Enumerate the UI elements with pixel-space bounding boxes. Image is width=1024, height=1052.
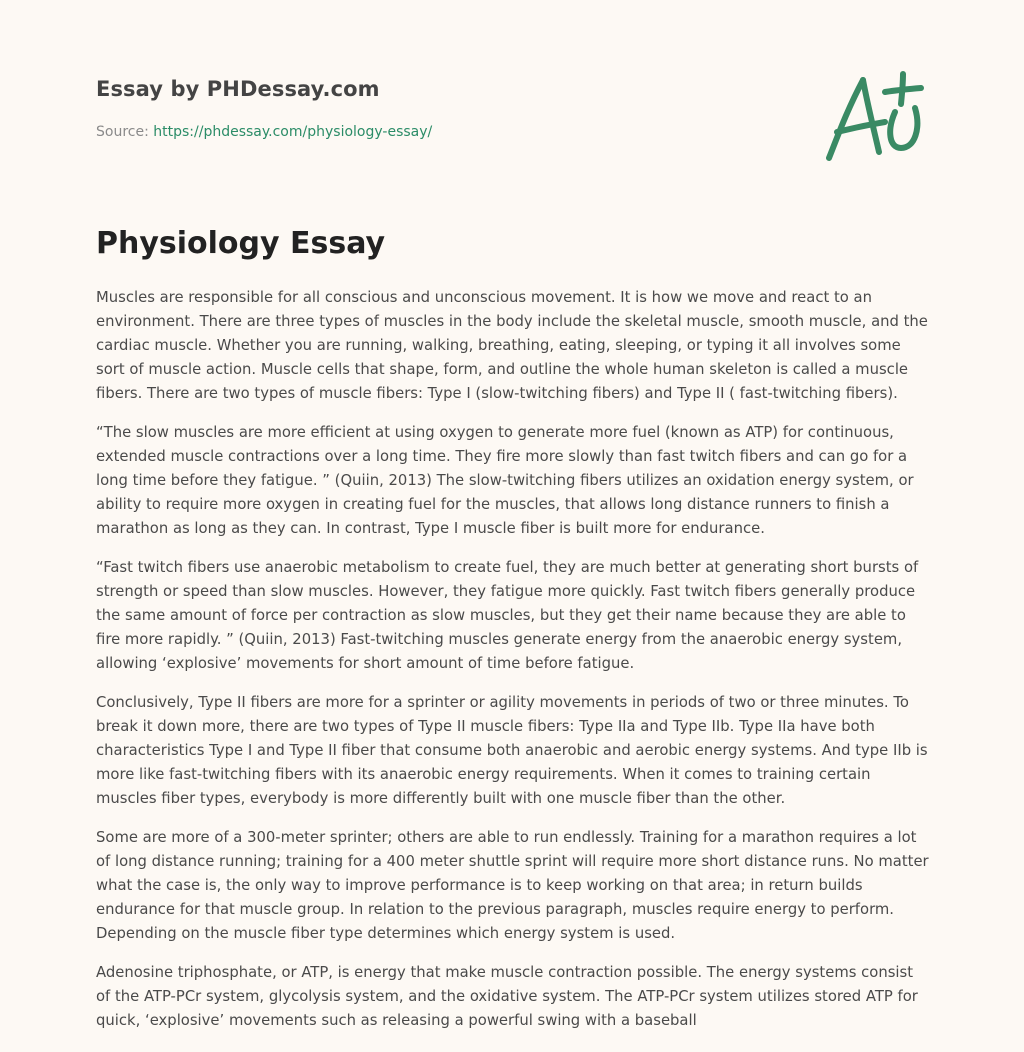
source-line <box>96 124 432 140</box>
document-header <box>96 0 928 200</box>
a-plus-logo-icon <box>823 68 927 164</box>
essay-paragraph: Muscles are responsible for all conscious and unconscious movement. It is how we move and react to an environment. There are three types of muscles in the body include the skeletal muscle, smooth muscle, and the cardiac muscle. Whether you are running, walking, breathing, eating, sleeping, or typing it all involves some sort of muscle action. Muscle cells that shape, form, and outline the whole human skeleton is called a muscle fibers. There are two types of muscle fibers: Type I (slow-twitching fibers) and Type II ( fast-twitching fibers). <box>96 289 928 402</box>
source-label: Source: <box>96 124 154 140</box>
site-title: Essay by PHDessay.com <box>96 77 380 101</box>
essay-body <box>96 286 932 1048</box>
document-page <box>96 0 929 1029</box>
essay-paragraph: Conclusively, Type II fibers are more for a sprinter or agility movements in periods of two or three minutes. To break it down more, there are two types of Type II muscle fibers: Type IIa and Type IIb. Type IIa have both characteristics Type I and Type II fiber that consume both anaerobic and aerobic energy systems. And type IIb is more like fast-twitching fibers with its anaerobic energy requirements. When it comes to training certain muscles fiber types, everybody is more differently built with one muscle fiber than the other. <box>96 694 928 807</box>
essay-title: Physiology Essay <box>96 226 386 261</box>
essay-paragraph: “Fast twitch fibers use anaerobic metabolism to create fuel, they are much better at generating short bursts of strength or speed than slow muscles. However, they fatigue more quickly. Fast twitch fibers generally produce the same amount of force per contraction as slow muscles, but they get their name because they are able to fire more rapidly. ” (Quiin, 2013) Fast-twitching muscles generate energy from the anaerobic energy system, allowing ‘explosive’ movements for short amount of time before fatigue. <box>96 559 919 672</box>
essay-paragraph: Adenosine triphosphate, or ATP, is energy that make muscle contraction possible. The energy systems consist of the ATP-PCr system, glycolysis system, and the oxidative system. The ATP-PCr system utilizes stored ATP for quick, ‘explosive’ movements such as releasing a powerful swing with a baseball <box>96 964 918 1029</box>
essay-paragraph: Some are more of a 300-meter sprinter; others are able to run endlessly. Training for a marathon requires a lot of long distance running; training for a 400 meter shuttle sprint will require more short distance runs. No matter what the case is, the only way to improve performance is to keep working on that area; in return builds endurance for that muscle group. In relation to the previous paragraph, muscles require energy to perform. Depending on the muscle fiber type determines which energy system is used. <box>96 829 929 942</box>
source-link[interactable]: https://phdessay.com/physiology-essay/ <box>153 124 433 140</box>
essay-paragraph: “The slow muscles are more efficient at using oxygen to generate more fuel (known as ATP) for continuous, extended muscle contractions over a long time. They fire more slowly than fast twitch fibers and can go for a long time before they fatigue. ” (Quiin, 2013) The slow-twitching fibers utilizes an oxidation energy system, or ability to require more oxygen in creating fuel for the muscles, that allows long distance runners to finish a marathon as long as they can. In contrast, Type I muscle fiber is built more for endurance. <box>96 424 914 537</box>
